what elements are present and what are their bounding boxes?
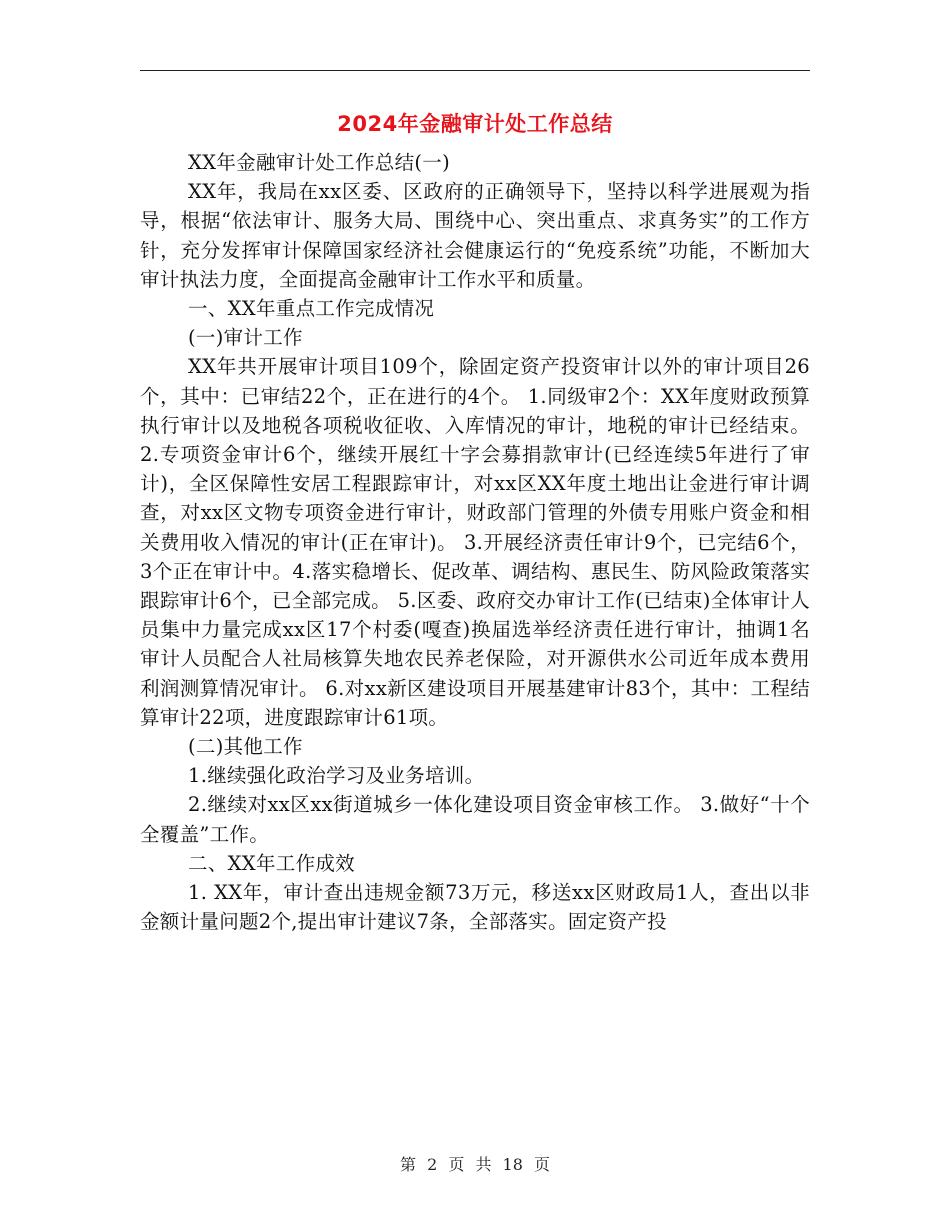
paragraph-subtitle: XX年金融审计处工作总结(一) [188, 151, 450, 174]
document-body [140, 148, 810, 936]
paragraph-intro: XX年，我局在xx区委、区政府的正确领导下，坚持以科学进展观为指导，根据“依法审计、服务大局、围绕中心、突出重点、求真务实”的工作方针，充分发挥审计保障国家经济社会健康运行的“免疫系统”功能，不断加大审计执法力度，全面提高金融审计工作水平和质量。 [140, 180, 810, 291]
paragraph-other-work-2: 2.继续对xx区xx街道城乡一体化建设项目资金审核工作。 3.做好“十个全覆盖”工作。 [140, 793, 810, 846]
page-number-footer: 第 2 页 共 18 页 [400, 1155, 550, 1174]
header-rule [140, 70, 810, 71]
paragraph-audit-details: XX年共开展审计项目109个，除固定资产投资审计以外的审计项目26个，其中：已审结22个，正在进行的4个。 1.同级审2个：XX年度财政预算执行审计以及地税各项税收征收、入库情况的审计，地税的审计已经结束。 2.专项资金审计6个，继续开展红十字会募捐款审计(已经连续5年进行了审计)，全区保障性安居工程跟踪审计，对xx区XX年度土地出让金进行审计调查，对xx区文物专项资金进行审计，财政部门管理的外债专用账户资金和相关费用收入情况的审计(正在审计)。 3.开展经济责任审计9个，已完结6个，3个正在审计中。4.落实稳增长、促改革、调结构、惠民生、防风险政策落实跟踪审计6个，已全部完成。 5.区委、政府交办审计工作(已结束)全体审计人员集中力量完成xx区17个村委(嘎查)换届选举经济责任进行审计，抽调1名审计人员配合人社局核算失地农民养老保险，对开源供水公司近年成本费用利润测算情况审计。 6.对xx新区建设项目开展基建审计83个，其中：工程结算审计22项，进度跟踪审计61项。 [140, 355, 810, 729]
paragraph-other-work-1: 1.继续强化政治学习及业务培训。 [188, 764, 485, 788]
section-heading-1: 一、XX年重点工作完成情况 [188, 297, 435, 321]
subsection-heading-other-work: (二)其他工作 [188, 735, 303, 759]
paragraph-results: 1. XX年，审计查出违规金额73万元，移送xx区财政局1人，查出以非金额计量问题2个,提出审计建议7条，全部落实。固定资产投 [140, 881, 810, 934]
section-heading-2: 二、XX年工作成效 [188, 851, 355, 875]
subsection-heading-audit-work: (一)审计工作 [188, 326, 303, 350]
document-title: 2024年金融审计处工作总结 [337, 112, 613, 136]
